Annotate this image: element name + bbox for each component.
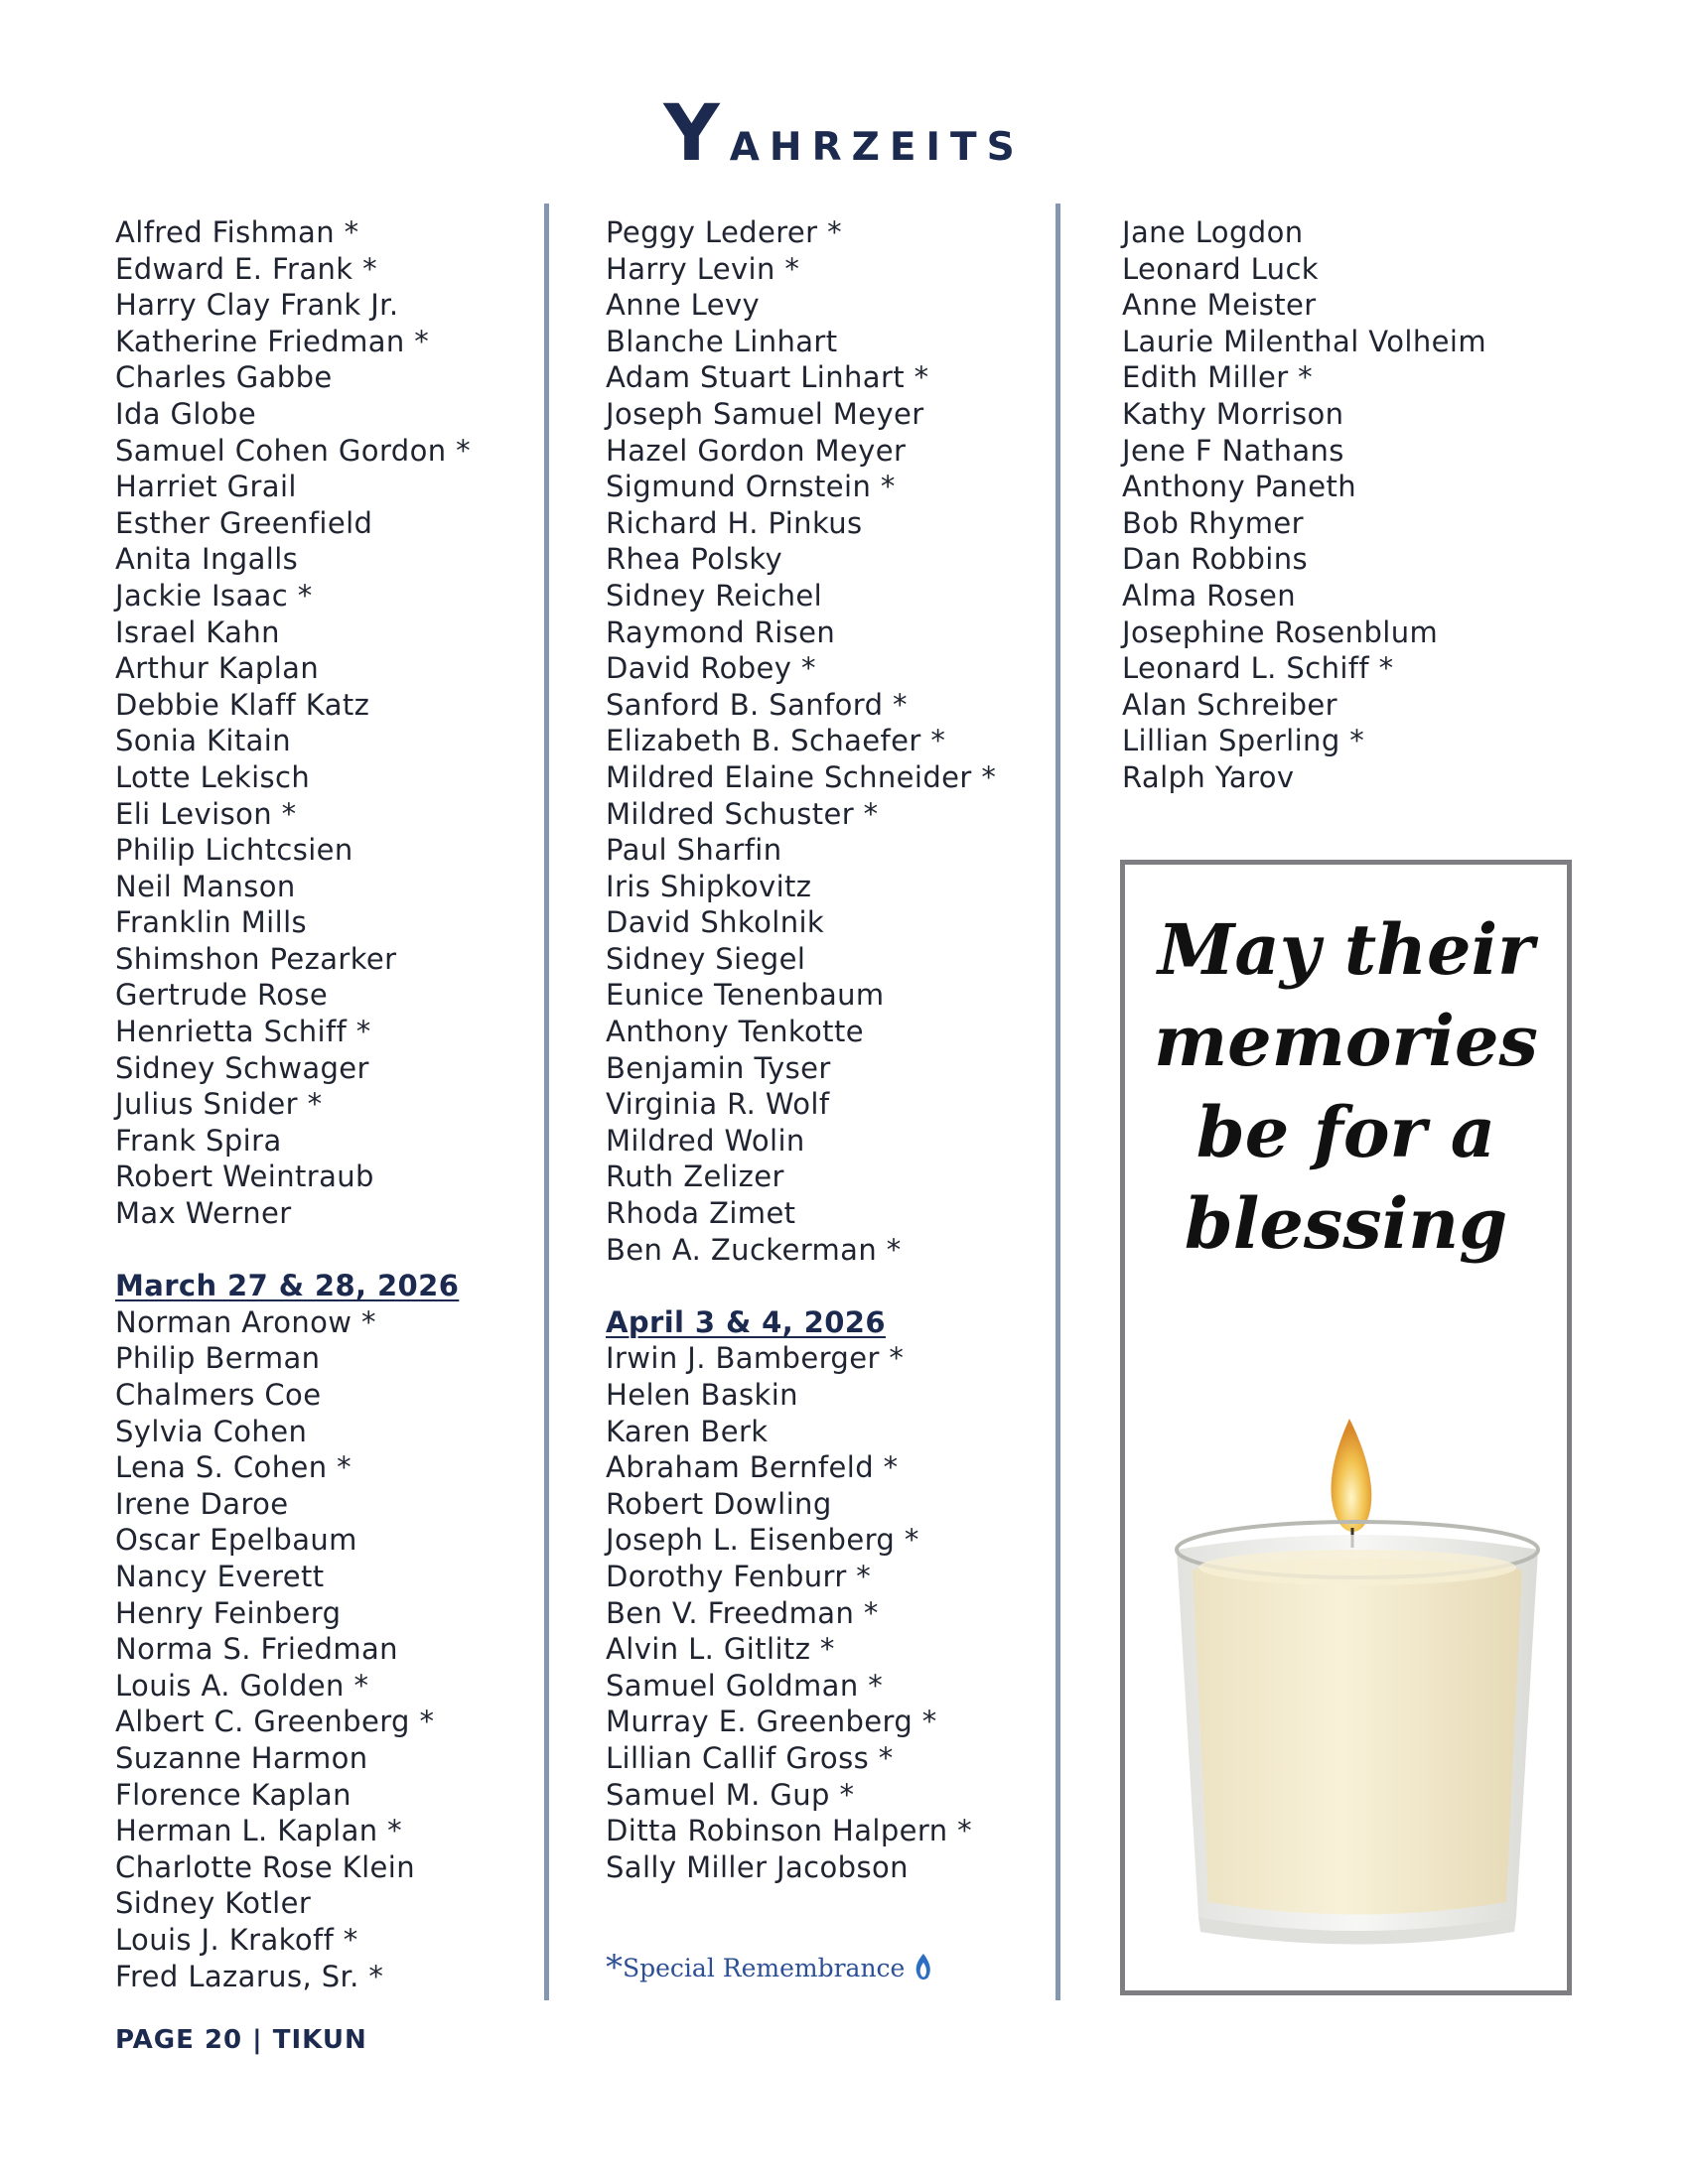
yahrzeit-name: Adam Stuart Linhart * [606, 360, 929, 395]
yahrzeit-name: Louis J. Krakoff * [115, 1922, 358, 1957]
yahrzeit-name: Fred Lazarus, Sr. * [115, 1959, 384, 1993]
blessing-frame [1120, 860, 1572, 1995]
yahrzeit-name: Albert C. Greenberg * [115, 1705, 435, 1739]
column-1 [115, 214, 532, 1994]
yahrzeit-name: Edith Miller * [1122, 360, 1314, 395]
section-gap [115, 1232, 532, 1269]
blessing-line: memories [1154, 1000, 1538, 1082]
yahrzeit-name: Alfred Fishman * [115, 215, 359, 249]
column-divider-left [544, 204, 549, 2000]
section-gap [606, 1268, 1043, 1304]
wax-shape [1193, 1559, 1522, 1915]
yahrzeit-name: Virginia R. Wolf [606, 1087, 830, 1122]
yahrzeit-name: Lena S. Cohen * [115, 1450, 352, 1485]
yahrzeit-name: Joseph Samuel Meyer [606, 396, 924, 431]
yahrzeit-name: Louis A. Golden * [115, 1668, 369, 1703]
yahrzeit-name: Esther Greenfield [115, 505, 373, 540]
yahrzeit-name: Elizabeth B. Schaefer * [606, 724, 946, 758]
yahrzeit-name: Robert Dowling [606, 1486, 832, 1521]
yahrzeit-name: Suzanne Harmon [115, 1740, 368, 1775]
yahrzeit-name: Leonard Luck [1122, 251, 1319, 286]
yahrzeit-name: Mildred Schuster * [606, 796, 879, 831]
yahrzeit-name: Sidney Schwager [115, 1050, 369, 1085]
yahrzeit-name: Harriet Grail [115, 470, 297, 504]
page-title-rest: ahrzeits [729, 109, 1025, 174]
yahrzeit-name: Raymond Risen [606, 614, 836, 649]
yahrzeit-name: Alan Schreiber [1122, 687, 1337, 722]
yahrzeit-name: Anne Meister [1122, 288, 1317, 323]
yahrzeit-name: Alvin L. Gitlitz * [606, 1632, 835, 1667]
yahrzeit-name: Mildred Elaine Schneider * [606, 759, 997, 794]
yahrzeit-name: Nancy Everett [115, 1559, 325, 1593]
yahrzeit-name: Katherine Friedman * [115, 324, 430, 358]
yahrzeit-name: Lillian Callif Gross * [606, 1740, 894, 1775]
yahrzeit-name: Jane Logdon [1122, 215, 1304, 249]
yahrzeit-name: Samuel Cohen Gordon * [115, 433, 472, 468]
column-2-list [606, 214, 1043, 1268]
yahrzeit-name: Samuel Goldman * [606, 1668, 884, 1703]
yahrzeit-name: Chalmers Coe [115, 1378, 322, 1412]
yahrzeit-name: Sidney Kotler [115, 1886, 312, 1921]
yahrzeit-name: Herman L. Kaplan * [115, 1814, 403, 1848]
column-1-list [115, 214, 532, 1232]
asterisk-icon: * [606, 1948, 623, 1987]
page-title [0, 89, 1688, 179]
yahrzeit-name: Lillian Sperling * [1122, 724, 1365, 758]
yahrzeit-name: Julius Snider * [115, 1087, 323, 1122]
blessing-line: be for a [1196, 1091, 1496, 1173]
yahrzeit-name: Ditta Robinson Halpern * [606, 1814, 972, 1848]
yahrzeit-name: Anthony Tenkotte [606, 1015, 864, 1049]
yahrzeit-name: Max Werner [115, 1196, 292, 1231]
column-2 [606, 214, 1043, 1885]
yahrzeit-name: Anthony Paneth [1122, 470, 1356, 504]
yahrzeit-name: Edward E. Frank * [115, 251, 377, 286]
yahrzeit-name: Abraham Bernfeld * [606, 1450, 899, 1485]
special-remembrance-label: Special Remembrance [623, 1954, 906, 1982]
yahrzeit-name: Kathy Morrison [1122, 396, 1344, 431]
yahrzeit-name: Neil Manson [115, 869, 296, 903]
blessing-text [1125, 904, 1567, 1270]
yahrzeit-name: Israel Kahn [115, 614, 280, 649]
yahrzeit-name: Oscar Epelbaum [115, 1523, 357, 1558]
page-footer: PAGE 20 | TIKUN [115, 2025, 367, 2055]
yahrzeit-name: Sidney Siegel [606, 941, 806, 976]
yahrzeit-name: Eli Levison * [115, 796, 297, 831]
yahrzeit-name: Joseph L. Eisenberg * [606, 1523, 919, 1558]
yahrzeit-name: Irwin J. Bamberger * [606, 1341, 905, 1376]
yahrzeit-name: David Robey * [606, 651, 816, 686]
yahrzeit-name: Richard H. Pinkus [606, 505, 863, 540]
yahrzeit-name: Norman Aronow * [115, 1304, 376, 1339]
yahrzeit-name: Irene Daroe [115, 1486, 289, 1521]
yahrzeit-name: Charles Gabbe [115, 360, 333, 395]
yahrzeit-name: Philip Lichtcsien [115, 833, 353, 868]
wax-top-shape [1198, 1550, 1516, 1585]
yahrzeit-name: Peggy Lederer * [606, 215, 842, 249]
date-heading-april: April 3 & 4, 2026 [606, 1304, 886, 1339]
yahrzeit-name: Murray E. Greenberg * [606, 1705, 937, 1739]
yahrzeit-name: Laurie Milenthal Volheim [1122, 324, 1487, 358]
yahrzeit-name: Eunice Tenenbaum [606, 978, 885, 1013]
yahrzeit-name: Anita Ingalls [115, 542, 299, 577]
yahrzeit-name: Jackie Isaac * [115, 578, 313, 613]
yahrzeit-name: Dan Robbins [1122, 542, 1309, 577]
yahrzeit-name: Gertrude Rose [115, 978, 329, 1013]
yahrzeit-name: Leonard L. Schiff * [1122, 651, 1394, 686]
yahrzeit-name: Ben V. Freedman * [606, 1595, 879, 1630]
special-remembrance-note [606, 1948, 934, 1987]
yahrzeit-name: Harry Clay Frank Jr. [115, 288, 399, 323]
column-3 [1122, 214, 1539, 796]
yahrzeit-name: Rhoda Zimet [606, 1196, 796, 1231]
yahrzeit-name: Shimshon Pezarker [115, 941, 397, 976]
yahrzeit-name: Karen Berk [606, 1414, 769, 1448]
yahrzeit-name: Bob Rhymer [1122, 505, 1304, 540]
flame-logo-icon [913, 1953, 934, 1982]
blessing-line: blessing [1184, 1182, 1508, 1265]
yahrzeit-name: Blanche Linhart [606, 324, 838, 358]
yahrzeit-name: Sigmund Ornstein * [606, 470, 896, 504]
yahrzeit-name: Anne Levy [606, 288, 761, 323]
yahrzeit-name: Frank Spira [115, 1123, 282, 1158]
yahrzeit-name: Paul Sharfin [606, 833, 782, 868]
yahrzeit-name: Norma S. Friedman [115, 1632, 398, 1667]
yahrzeit-name: Sonia Kitain [115, 724, 292, 758]
yahrzeit-name: Sidney Reichel [606, 578, 823, 613]
yahrzeit-name: Ruth Zelizer [606, 1160, 784, 1194]
yahrzeit-name: Benjamin Tyser [606, 1050, 831, 1085]
yahrzeit-name: Lotte Lekisch [115, 759, 311, 794]
yahrzeit-name: Alma Rosen [1122, 578, 1297, 613]
yahrzeit-name: Arthur Kaplan [115, 651, 320, 686]
yahrzeit-name: David Shkolnik [606, 905, 825, 940]
yahrzeit-name: Josephine Rosenblum [1122, 614, 1439, 649]
candle-illustration [1167, 1401, 1549, 1957]
column-divider-right [1055, 204, 1060, 2000]
yahrzeit-name: Rhea Polsky [606, 542, 783, 577]
yahrzeit-name: Sanford B. Sanford * [606, 687, 908, 722]
column-1-list-2 [115, 1304, 532, 1994]
yahrzeit-name: Franklin Mills [115, 905, 308, 940]
yahrzeit-name: Philip Berman [115, 1341, 321, 1376]
blessing-line: May their [1157, 908, 1535, 991]
yahrzeit-name: Charlotte Rose Klein [115, 1849, 416, 1884]
yahrzeit-name: Ralph Yarov [1122, 759, 1295, 794]
yahrzeit-name: Ben A. Zuckerman * [606, 1232, 902, 1267]
yahrzeit-name: Harry Levin * [606, 251, 800, 286]
yahrzeit-name: Jene F Nathans [1122, 433, 1344, 468]
yahrzeit-name: Iris Shipkovitz [606, 869, 812, 903]
yahrzeit-name: Dorothy Fenburr * [606, 1559, 872, 1593]
column-3-list [1122, 214, 1539, 796]
column-2-list-2 [606, 1340, 1043, 1885]
yahrzeit-name: Robert Weintraub [115, 1160, 374, 1194]
yahrzeit-name: Debbie Klaff Katz [115, 687, 370, 722]
yahrzeit-name: Henrietta Schiff * [115, 1015, 371, 1049]
yahrzeit-name: Mildred Wolin [606, 1123, 805, 1158]
date-heading-march: March 27 & 28, 2026 [115, 1269, 460, 1303]
yahrzeit-name: Helen Baskin [606, 1378, 798, 1412]
yahrzeit-name: Henry Feinberg [115, 1595, 342, 1630]
page-title-initial: Y [663, 89, 730, 179]
yahrzeit-name: Ida Globe [115, 396, 257, 431]
yahrzeit-name: Sally Miller Jacobson [606, 1849, 909, 1884]
yahrzeit-name: Samuel M. Gup * [606, 1777, 855, 1812]
yahrzeit-name: Florence Kaplan [115, 1777, 352, 1812]
yahrzeit-name: Hazel Gordon Meyer [606, 433, 907, 468]
yahrzeit-name: Sylvia Cohen [115, 1414, 308, 1448]
flame-shape [1332, 1419, 1372, 1532]
